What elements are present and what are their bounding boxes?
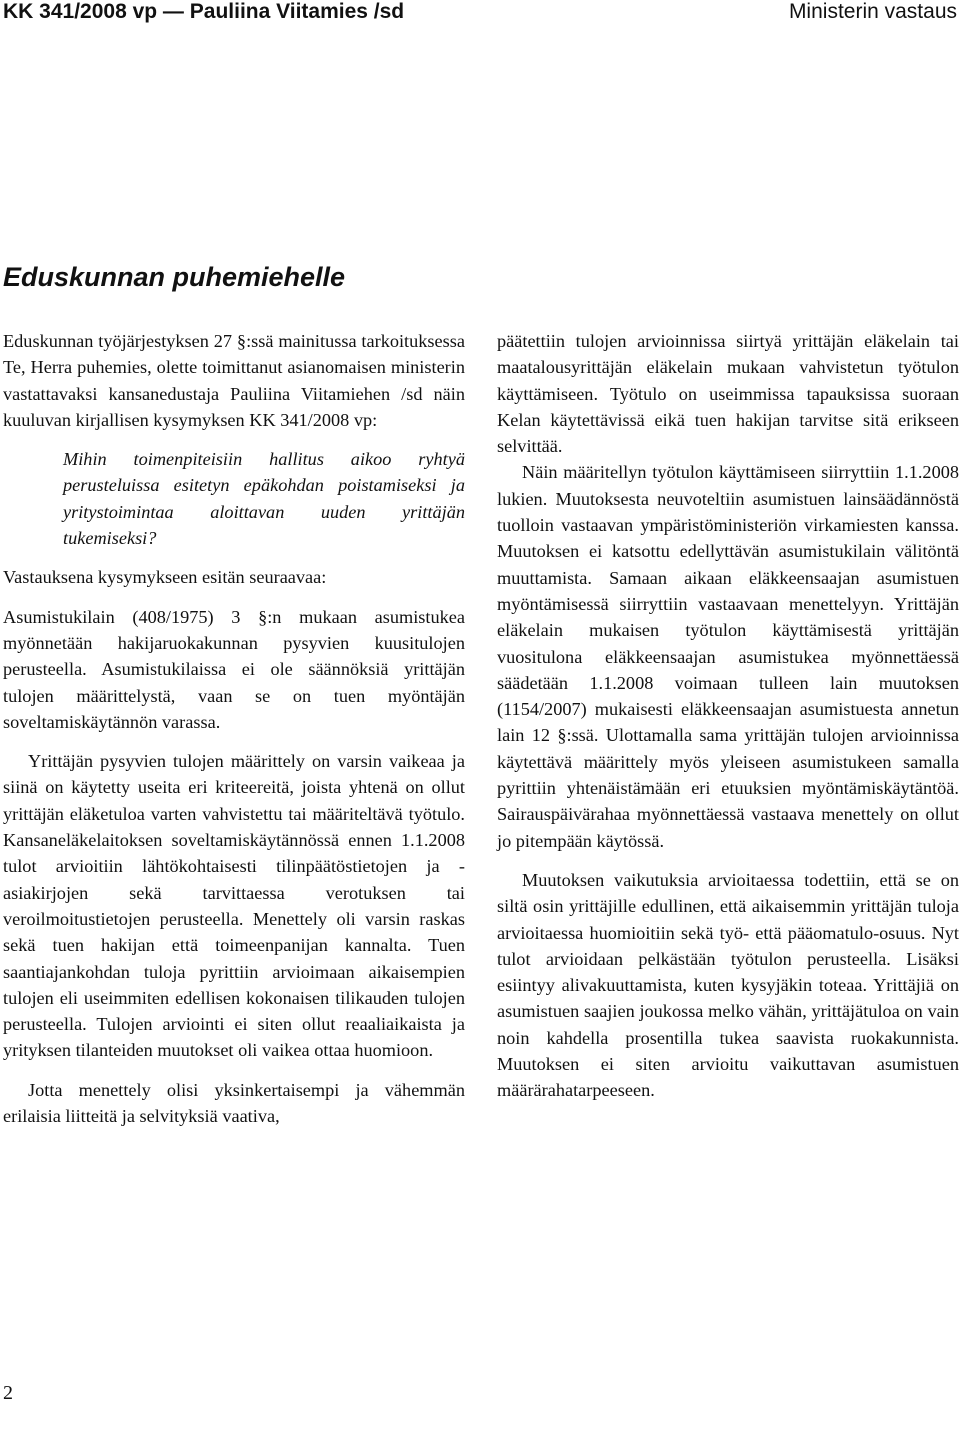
right-column (497, 328, 959, 1104)
page-header (0, 0, 960, 26)
intro-paragraph: Eduskunnan työjärjestyksen 27 §:ssä mainitussa tarkoituksessa Te, Herra puhemies, olette toimittanut asianomaisen ministerin vastattavaksi kansanedustaja Pauliina Viitamiehen /sd näin kuuluvan kirjallisen kysymyksen KK 341/2008 vp: (3, 331, 465, 430)
page-number: 2 (3, 1382, 13, 1404)
header-section: Ministerin vastaus (788, 0, 957, 23)
question-quote: Mihin toimenpiteisiin hallitus aikoo ryhtyä perusteluissa esitetyn epäkohdan poistamiseksi ja yritystoimintaa aloittavan uuden yrittäjän tukemiseksi? (63, 449, 465, 549)
body-paragraph: Asumistukilain (408/1975) 3 §:n mukaan asumistukea myönnetään hakijaruokakunnan pysyvien kuusitulojen perusteella. Asumistukilaissa ei ole säännöksiä yrittäjän tulojen määrittelystä, vaan se on tuen myöntäjän soveltamiskäytännön varassa. (3, 606, 465, 732)
body-paragraph: Näin määritellyn työtulon käyttämiseen siirryttiin 1.1.2008 lukien. Muutoksesta neuvoteltiin asumistuen lainsäädännöstä tuolloin vastaavan ympäristöministeriön virkamiesten kanssa. Muutoksen ei katsottu edellyttävän asumistukilain välitöntä muuttamista. Samaan aikaan eläkkeensaajan asumistuen myöntämisessä siirryttiin vastaavaan menettelyyn. Yrittäjän eläkelain mukaisen työtulon käyttämisestä yrittäjän vuositulona eläkkeensaajan asumistukea myönnettäessä säädetään 1.1.2008 voimaan tulleen lain muutoksen (1154/2007) mukaisesti eläkkeensaajan asumistuesta annetun lain 12 §:ssä. Ulottamalla sama yrittäjän tulojen arvioinnissa käytettävä määrittely myös yleiseen asumistukeen samalla pyrittiin yhtenäistämään eri etuuksien myöntämiskäytäntöä. Sairauspäivärahaa myönnettäessä vastaava menettely on ollut jo pitempään käytössä. (497, 462, 959, 851)
body-paragraph: päätettiin tulojen arvioinnissa siirtyä yrittäjän eläkelain tai maatalousyrittäjän eläkelain mukaan vahvistetun työtulon käyttämiseen. Työtulo on useimmissa tapauksissa suoraan Kelan käytettävissä eikä tuen hakijan tarvitse sitä erikseen selvittää. (497, 331, 959, 457)
body-paragraph: Jotta menettely olisi yksinkertaisempi ja vähemmän erilaisia liitteitä ja selvityksiä vaativa, (3, 1079, 465, 1127)
body-paragraph: Muutoksen vaikutuksia arvioitaessa todettiin, että se on siltä osin yrittäjille edullinen, että aikaisemmin yrittäjän tuloja arvioitaessa huomioitiin sekä työ- että pääomatulo-osuus. Nyt tulot arvioidaan pelkästään työtulon perusteella. Lisäksi esiintyy alivakuuttamista, kuten kysyjäkin toteaa. Yrittäjiä on asumistuen saajien joukossa melko vähän, yrittäjätuloa on vain noin kahdella prosentilla tukea saavista ruokakunnista. Muutoksen ei siten arvioitu vaikuttavan asumistuen määrärahatarpeeseen. (497, 869, 959, 1101)
answer-lead: Vastauksena kysymykseen esitän seuraavaa: (3, 567, 327, 588)
left-column (3, 328, 465, 1129)
body-paragraph: Yrittäjän pysyvien tulojen määrittely on varsin vaikeaa ja siinä on käytetty useita eri kriteereitä, joista yhtenä on ollut yrittäjän eläketuloa varten vahvistettu tai määriteltävä työtulo. Kansaneläkelaitoksen soveltamiskäytännössä ennen 1.1.2008 tulot arvioitiin lähtökohtaisesti tilinpäätöstietojen ja -asiakirjojen sekä tarvittaessa verotuksen tai veroilmoitustietojen perusteella. Menettely oli varsin raskas sekä tuen hakijan että toimeenpanijan kannalta. Tuen saantiajankohdan tuloja pyrittiin arvioimaan aikaisempien tulojen eli useimmiten edellisen kokonaisen tilikauden tulojen perusteella. Tulojen arviointi ei siten ollut reaaliaikaista ja yrityksen tilanteiden muutokset oli vaikea ottaa huomioon. (3, 751, 465, 1061)
header-document-id: KK 341/2008 vp — Pauliina Viitamies /sd (3, 0, 405, 23)
page-title: Eduskunnan puhemiehelle (3, 262, 346, 292)
